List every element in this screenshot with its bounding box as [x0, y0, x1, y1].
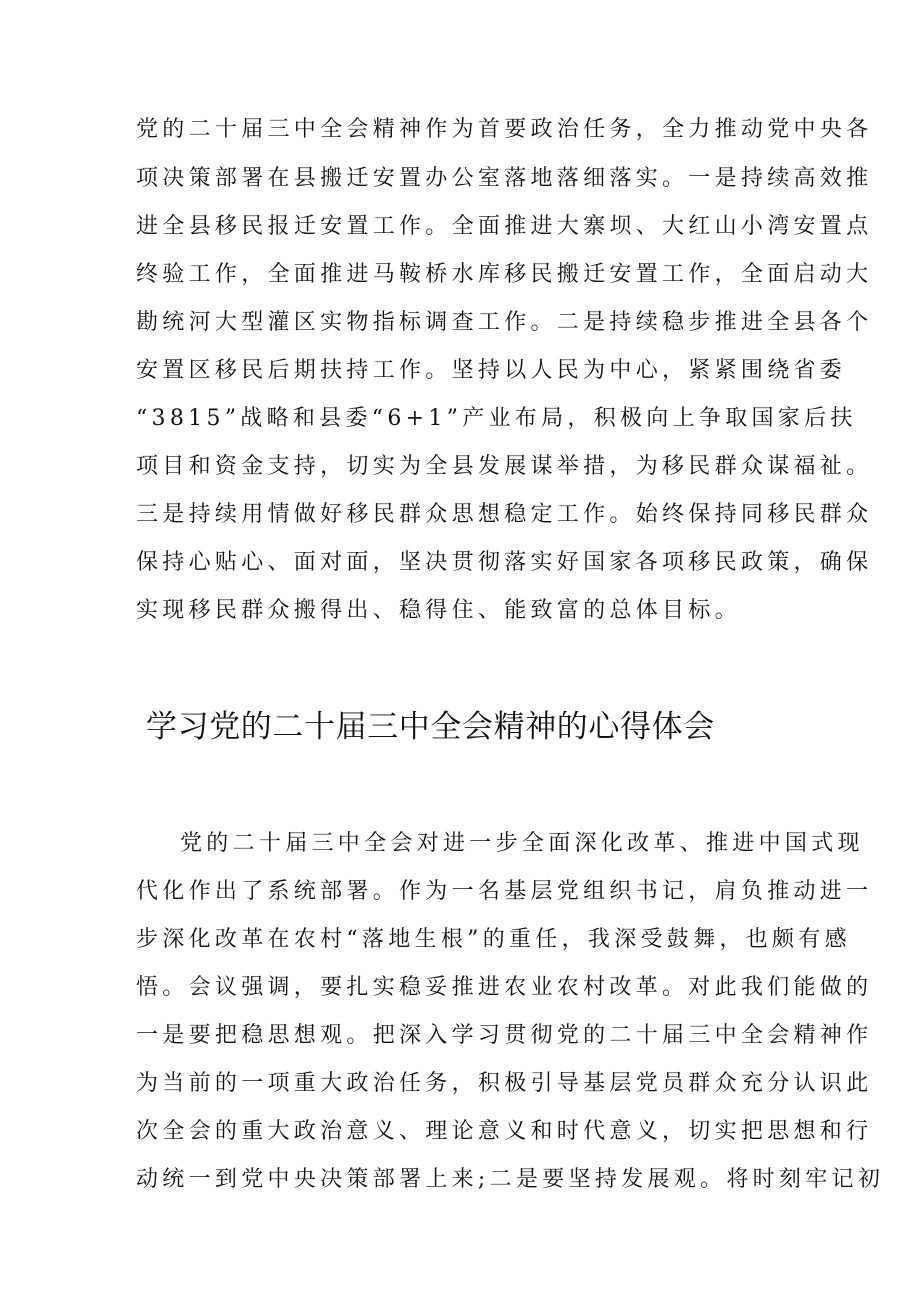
text-line: 次全会的重大政治意义、理论意义和时代意义，切实把思想和行: [136, 1119, 873, 1144]
section-heading: 学习党的二十届三中全会精神的心得体会: [146, 709, 715, 745]
text-line: 保持心贴心、面对面，坚决贯彻落实好国家各项移民政策，确保: [136, 550, 873, 575]
text-line: 步深化改革在农村“落地生根”的重任，我深受鼓舞，也颇有感: [136, 927, 851, 952]
text-line: 项决策部署在县搬迁安置办公室落地落细落实。一是持续高效推: [136, 166, 873, 191]
text-line: 安置区移民后期扶持工作。坚持以人民为中心，紧紧围绕省委: [136, 358, 847, 383]
text-line: 悟。会议强调，要扎实稳妥推进农业农村改革。对此我们能做的: [136, 975, 873, 1000]
text-line: 一是要把稳思想观。把深入学习贯彻党的二十届三中全会精神作: [136, 1023, 873, 1048]
text-line: 三是持续用情做好移民群众思想稳定工作。始终保持同移民群众: [136, 502, 873, 527]
text-line: 党的二十届三中全会对进一步全面深化改革、推进中国式现: [180, 831, 864, 856]
text-line: 党的二十届三中全会精神作为首要政治任务，全力推动党中央各: [136, 117, 873, 142]
text-line: 为当前的一项重大政治任务，积极引导基层党员群众充分认识此: [136, 1071, 873, 1096]
text-line: “3815”战略和县委“6+1”产业布局，积极向上争取国家后扶: [136, 406, 857, 431]
text-line: 动统一到党中央决策部署上来;二是要坚持发展观。将时刻牢记初: [136, 1167, 885, 1192]
text-line: 进全县移民报迁安置工作。全面推进大寨坝、大红山小湾安置点: [136, 214, 873, 239]
text-line: 勘统河大型灌区实物指标调查工作。二是持续稳步推进全县各个: [136, 310, 873, 335]
text-line: 项目和资金支持，切实为全县发展谋举措，为移民群众谋福祉。: [136, 454, 873, 479]
text-line: 终验工作，全面推进马鞍桥水库移民搬迁安置工作，全面启动大: [136, 262, 873, 287]
text-line: 代化作出了系统部署。作为一名基层党组织书记，肩负推动进一: [136, 879, 873, 904]
text-line: 实现移民群众搬得出、稳得住、能致富的总体目标。: [136, 598, 741, 623]
